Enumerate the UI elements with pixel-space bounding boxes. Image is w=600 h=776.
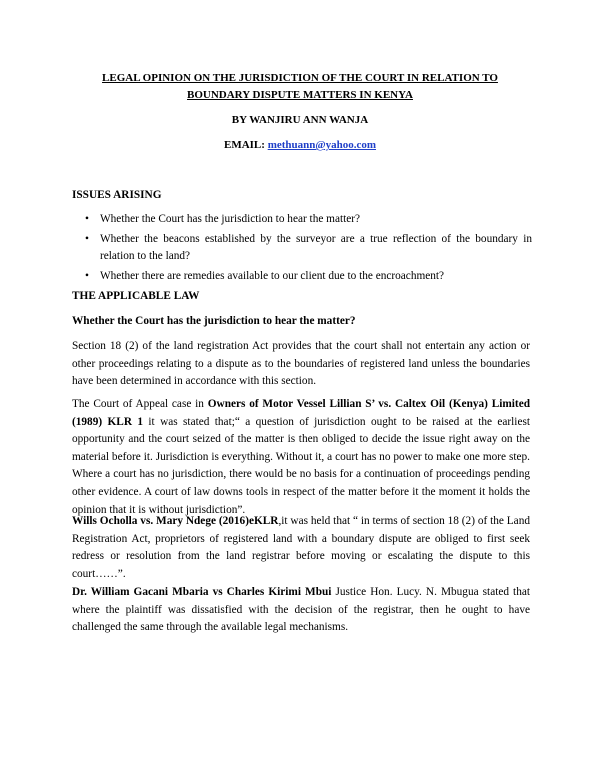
bullet-icon: • bbox=[85, 269, 89, 282]
list-item bbox=[72, 231, 532, 266]
bullet-icon: • bbox=[85, 213, 89, 225]
para2-intro: The Court of Appeal case in bbox=[72, 398, 208, 410]
title-line-2: BOUNDARY DISPUTE MATTERS IN KENYA bbox=[187, 88, 413, 101]
case-citation-lillian: Owners of Motor Vessel Lillian S’ vs. Caltex Oil (Kenya) Limited (1989) KLR 1 bbox=[72, 398, 530, 428]
issues-heading: ISSUES ARISING bbox=[72, 189, 162, 201]
list-item bbox=[72, 268, 532, 286]
paragraph-court-of-appeal bbox=[72, 396, 530, 519]
issue-text: Whether the beacons established by the surveyor are a true reflection of the boundary in relation to the land? bbox=[100, 232, 532, 263]
paragraph-section-18: Section 18 (2) of the land registration Act provides that the court shall not entertain any action or other proceedings relating to a dispute as to the boundaries of registered land unless the boundaries have been determined in accordance with this section. bbox=[72, 340, 530, 388]
para2-body: it was stated that;“ a question of jurisdiction ought to be raised at the earliest opportunity and the court seized of the matter is then obliged to decide the issue right away on the material before it. Jurisdiction is everything. Without it, a court has no power to make one more step. Where a court has no jurisdiction, there would be no basis for a continuation of proceedings pending other evidence. A court of law downs tools in respect of the matter before it the moment it holds the opinion that it is without jurisdiction”. bbox=[72, 415, 530, 516]
para4-body: Justice Hon. Lucy. N. Mbugua stated that where the plaintiff was dissatisfied with the decision of the registrar, then he ought to have challenged the same through the available legal mechanisms. bbox=[72, 586, 530, 634]
para3-body: ,it was held that “ in terms of section 18 (2) of the Land Registration Act, proprietors of registered land with a boundary dispute are obliged to first seek redress or resolution from the land registrar before moving or escalating the dispute to this court……”. bbox=[72, 515, 530, 580]
author-line: BY WANJIRU ANN WANJA bbox=[231, 114, 369, 126]
jurisdiction-subheading: Whether the Court has the jurisdiction to hear the matter? bbox=[72, 315, 356, 327]
issue-text: Whether the Court has the jurisdiction to hear the matter? bbox=[100, 213, 361, 225]
document-title bbox=[72, 70, 528, 103]
email-label: EMAIL: bbox=[223, 139, 265, 151]
case-citation-mbaria: Dr. William Gacani Mbaria vs Charles Kirimi Mbui bbox=[72, 586, 332, 598]
email-link[interactable]: methuann@yahoo.com bbox=[267, 139, 377, 151]
applicable-law-heading: THE APPLICABLE LAW bbox=[72, 290, 200, 302]
title-line-1: LEGAL OPINION ON THE JURISDICTION OF THE COURT IN RELATION TO bbox=[102, 72, 498, 84]
paragraph-mbaria bbox=[72, 584, 530, 637]
list-item bbox=[72, 211, 532, 229]
bullet-icon: • bbox=[85, 232, 89, 245]
paragraph-wills-ocholla bbox=[72, 513, 530, 583]
email-line bbox=[72, 137, 528, 155]
issue-text: Whether there are remedies available to our client due to the encroachment? bbox=[100, 269, 445, 282]
issues-list bbox=[72, 211, 532, 287]
case-citation-ocholla: Wills Ocholla vs. Mary Ndege (2016)eKLR bbox=[72, 515, 279, 527]
